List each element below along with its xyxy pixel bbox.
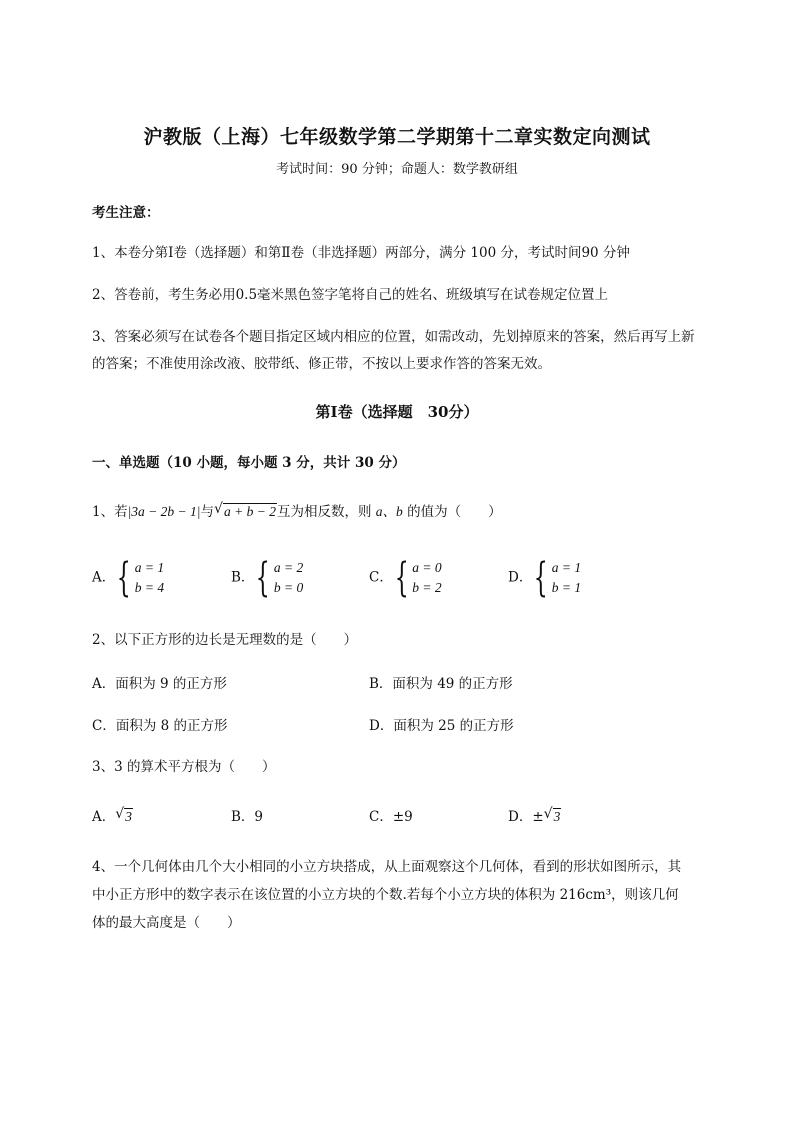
q1-option-a[interactable]: A． { a = 1 b = 4: [92, 555, 165, 601]
q1-option-c[interactable]: C． { a = 0 b = 2: [369, 555, 442, 601]
q1-option-d[interactable]: D． { a = 1 b = 1: [508, 555, 582, 601]
question-4-line-1: 4、一个几何体由几个大小相同的小立方块搭成，从上面观察这个几何体，看到的形状如图所示，其: [92, 859, 682, 875]
q1-vars: a、b: [375, 504, 403, 519]
q1-suffix: 互为相反数，则: [276, 504, 372, 520]
question-1-stem: [92, 500, 502, 520]
section-title: 第Ⅰ卷（选择题 30分）: [315, 403, 479, 421]
q2-option-c[interactable]: C．面积为 8 的正方形: [92, 718, 228, 734]
notice-item-3-cont: 的答案；不准使用涂改液、胶带纸、修正带，不按以上要求作答的答案无效。: [92, 356, 551, 372]
exam-subtitle: 考试时间：90 分钟；命题人：数学教研组: [276, 162, 518, 177]
brace-icon: {: [394, 555, 409, 601]
q3-option-d[interactable]: D．± √ 3: [508, 806, 561, 825]
q1-end: 的值为（ ）: [407, 504, 502, 520]
notice-item-2: 2、答卷前，考生务必用0.5毫米黑色签字笔将自己的姓名、班级填写在试卷规定位置上: [92, 287, 609, 303]
notice-heading: 考生注意：: [92, 205, 160, 221]
q2-option-d[interactable]: D．面积为 25 的正方形: [369, 718, 514, 734]
part-heading: 一、单选题（10 小题，每小题 3 分，共计 30 分）: [92, 455, 406, 471]
sqrt-sign-icon: √: [115, 806, 125, 822]
q2-option-b[interactable]: B．面积为 49 的正方形: [369, 676, 513, 692]
q1-option-b[interactable]: B． { a = 2 b = 0: [231, 555, 304, 601]
question-2-stem: 2、以下正方形的边长是无理数的是（ ）: [92, 632, 358, 648]
q2-option-a[interactable]: A．面积为 9 的正方形: [92, 676, 227, 692]
q1-prefix: 1、若: [92, 504, 128, 520]
brace-icon: {: [116, 555, 131, 601]
q1-sqrt-expression: √ a + b − 2: [214, 501, 276, 519]
question-4-line-2: 中小正方形中的数字表示在该位置的小立方块的个数.若每个小立方块的体积为 216cm³，则该几何: [92, 887, 679, 903]
question-4-line-3: 体的最大高度是（ ）: [92, 915, 241, 931]
q3-option-a[interactable]: A． √ 3: [92, 806, 132, 825]
exam-title: 沪教版（上海）七年级数学第二学期第十二章实数定向测试: [143, 126, 651, 148]
brace-icon: {: [256, 555, 271, 601]
q1-abs-expression: |3a − 2b − 1|: [127, 504, 201, 519]
notice-item-1: 1、本卷分第Ⅰ卷（选择题）和第Ⅱ卷（非选择题）两部分，满分 100 分，考试时间90 分钟: [92, 245, 630, 261]
q3-option-b[interactable]: B．9: [231, 809, 264, 825]
notice-item-3: 3、答案必须写在试卷各个题目指定区域内相应的位置，如需改动，先划掉原来的答案，然后再写上新: [92, 329, 695, 345]
sqrt-sign-icon: √: [214, 501, 223, 517]
question-3-stem: 3、3 的算术平方根为（ ）: [92, 759, 276, 775]
sqrt-sign-icon: √: [543, 806, 553, 822]
brace-icon: {: [534, 555, 549, 601]
q1-mid: 与: [200, 504, 214, 520]
q3-option-c[interactable]: C．±9: [369, 809, 413, 825]
